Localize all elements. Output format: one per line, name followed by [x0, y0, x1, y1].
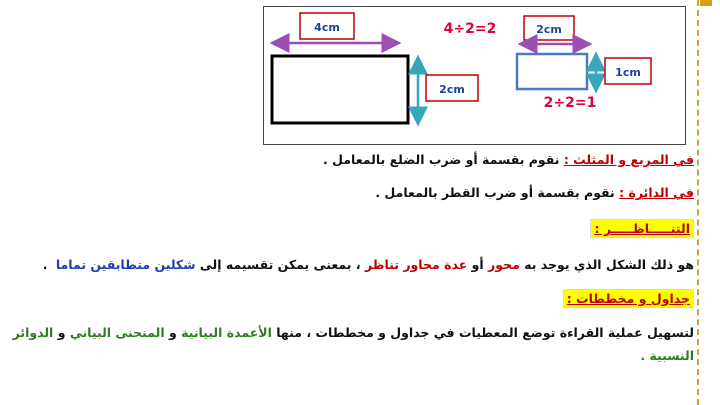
tables-paragraph	[13, 325, 694, 340]
tables-bars-term: الأعمدة البيانية	[181, 325, 272, 340]
small-width-label: 2cm	[536, 23, 562, 36]
tables-curve-term: المنحنى البياني	[69, 325, 165, 340]
tables-and: و	[169, 325, 177, 340]
circle-rule-label: في الدائرة :	[619, 185, 694, 200]
square-rule-text: نقوم بقسمة أو ضرب الضلع بالمعامل .	[323, 152, 560, 167]
square-rule-label: في المربع و المثلث :	[563, 152, 694, 167]
square-rule-line	[323, 152, 694, 167]
big-rectangle	[272, 56, 408, 123]
symmetry-or: أو	[471, 257, 484, 272]
circle-rule-line	[375, 185, 694, 200]
symmetry-end: .	[42, 257, 48, 272]
tables-circles-term: الدوائر	[12, 325, 54, 340]
tables-heading: جداول و مخططات :	[563, 289, 694, 308]
equation-top: 4÷2=2	[443, 21, 497, 37]
circle-rule-text: نقوم بقسمة أو ضرب القطر بالمعامل .	[375, 185, 615, 200]
symmetry-heading-line	[590, 221, 694, 236]
symmetry-axes-term: عدة محاور تناظر	[364, 257, 468, 272]
tables-heading-line	[563, 291, 694, 306]
symmetry-text-2: ، بمعنى يمكن تقسيمه إلى	[199, 257, 361, 272]
corner-decoration	[700, 0, 712, 6]
small-rectangle	[517, 54, 587, 89]
symmetry-shapes-term: شكلين متطابقين تماما	[55, 257, 196, 272]
symmetry-paragraph	[43, 257, 694, 272]
figure-drawing	[264, 7, 685, 144]
tables-and-2: و	[57, 325, 66, 340]
equation-bottom: 2÷2=1	[543, 95, 597, 111]
big-width-label: 4cm	[314, 21, 340, 34]
tables-paragraph-continued	[640, 348, 694, 363]
symmetry-heading: التنـــــاظـــــر :	[590, 219, 694, 238]
page-border	[697, 0, 699, 405]
big-height-label: 2cm	[439, 83, 465, 96]
symmetry-text-1: هو ذلك الشكل الذي يوجد به	[524, 257, 694, 272]
small-height-label: 1cm	[615, 66, 641, 79]
tables-text-1: لتسهيل عملية القراءة توضع المعطيات في جداول و مخططات ، منها	[276, 325, 694, 340]
tables-relative-term: النسبية .	[640, 348, 694, 363]
figure-box	[263, 6, 686, 145]
symmetry-axis-term: محور	[488, 257, 520, 272]
